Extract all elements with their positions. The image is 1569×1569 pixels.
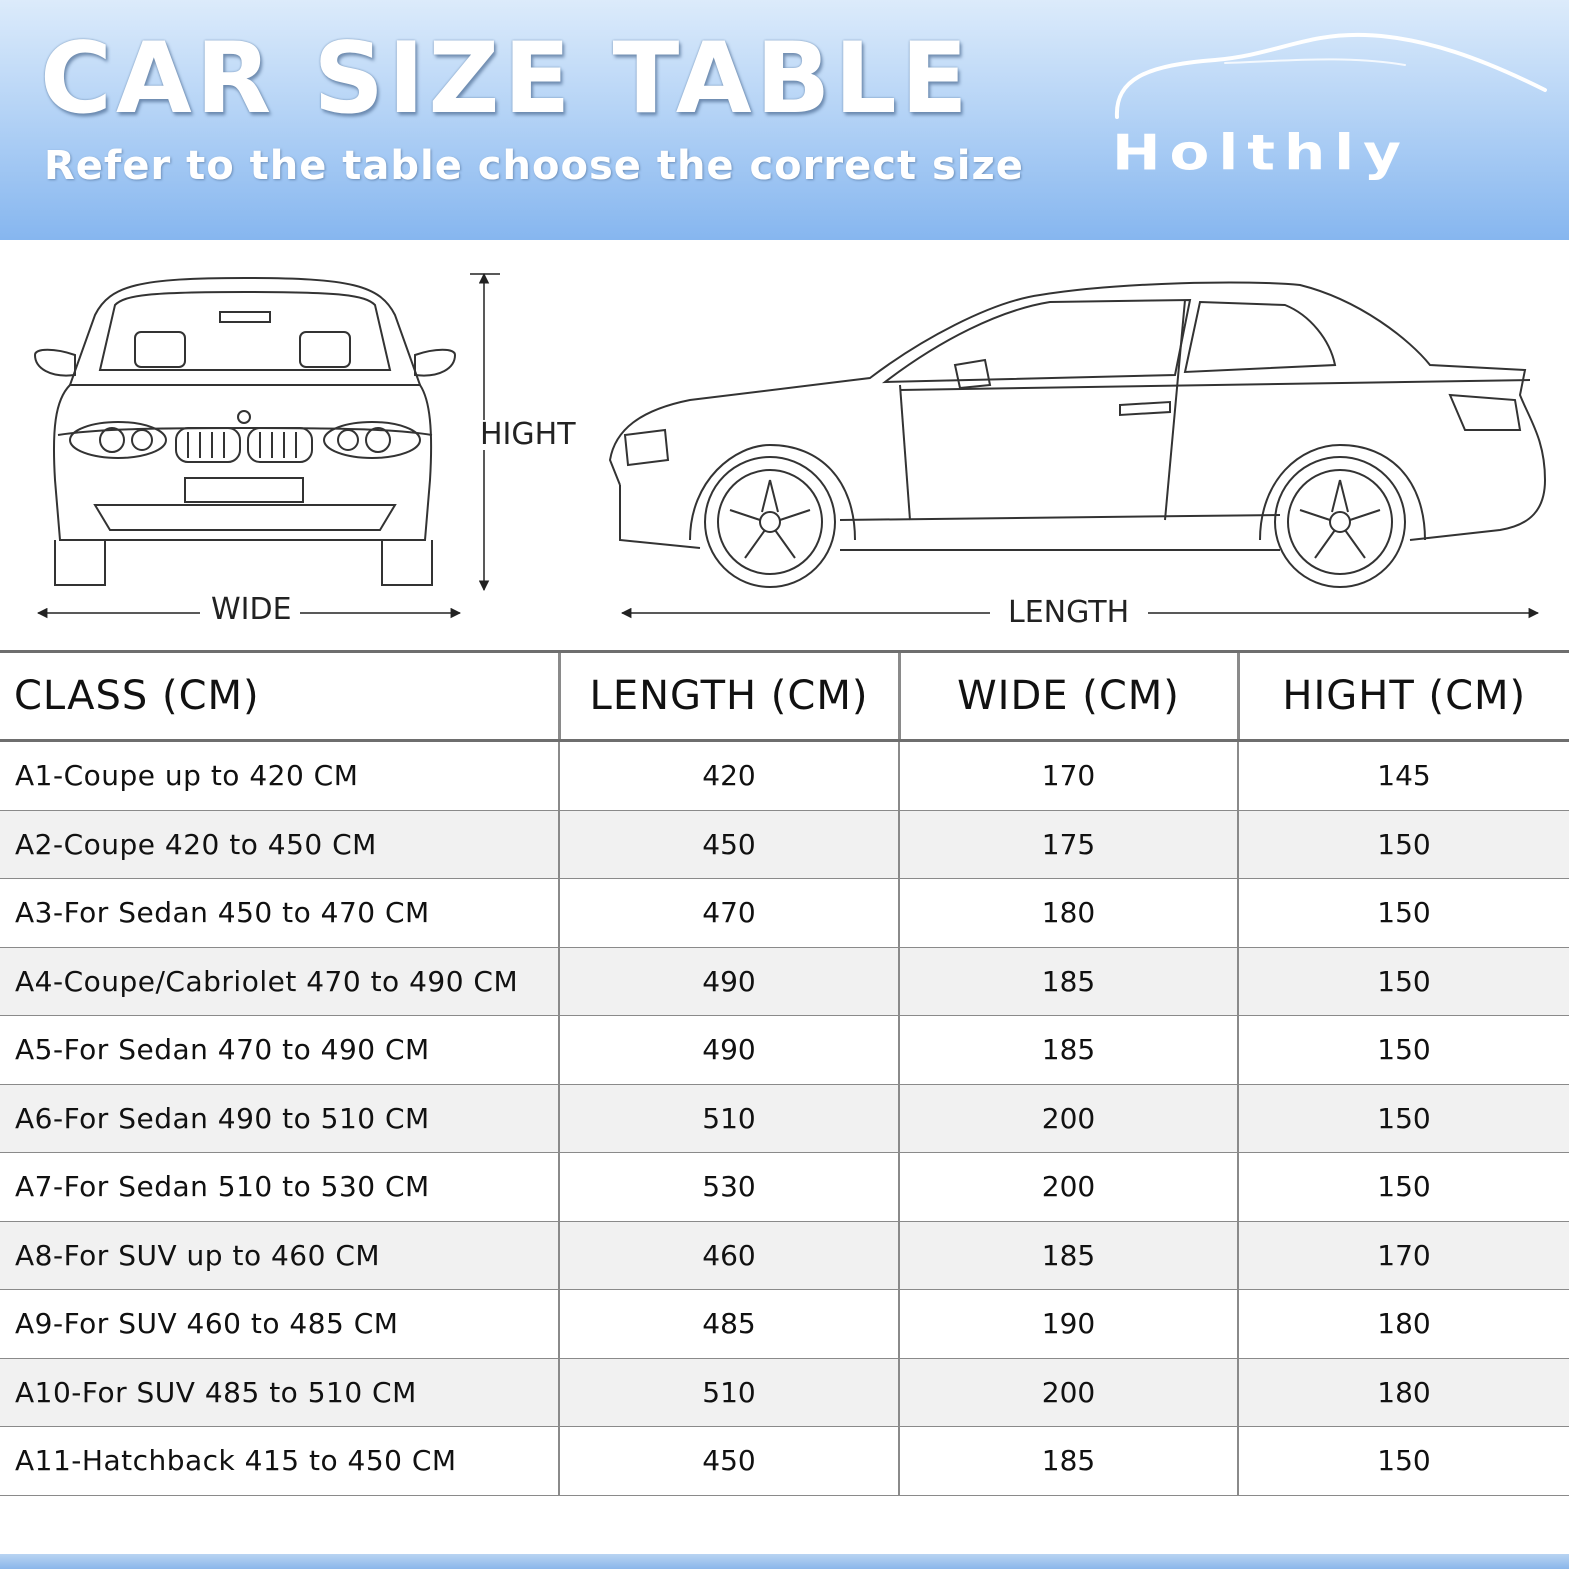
hight-cell: 180	[1238, 1290, 1569, 1359]
length-cell: 420	[559, 741, 899, 811]
column-header-wide: WIDE (CM)	[899, 652, 1238, 741]
car-outline-drawings	[0, 240, 1569, 650]
class-cell: A7-For Sedan 510 to 530 CM	[0, 1153, 559, 1222]
hight-cell: 150	[1238, 1016, 1569, 1085]
car-silhouette-logo-icon	[1105, 25, 1555, 135]
wide-cell: 190	[899, 1290, 1238, 1359]
class-cell: A3-For Sedan 450 to 470 CM	[0, 879, 559, 948]
table-row	[0, 1153, 1569, 1222]
wide-cell: 175	[899, 810, 1238, 879]
table-row	[0, 879, 1569, 948]
length-cell: 450	[559, 1427, 899, 1496]
table-row	[0, 947, 1569, 1016]
hight-cell: 150	[1238, 879, 1569, 948]
class-cell: A4-Coupe/Cabriolet 470 to 490 CM	[0, 947, 559, 1016]
table-row	[0, 1358, 1569, 1427]
header-banner	[0, 0, 1569, 240]
class-cell: A10-For SUV 485 to 510 CM	[0, 1358, 559, 1427]
car-dimension-diagram	[0, 240, 1569, 650]
table-row	[0, 1290, 1569, 1359]
wide-cell: 180	[899, 879, 1238, 948]
hight-cell: 150	[1238, 1153, 1569, 1222]
length-label: LENGTH	[1000, 598, 1137, 628]
page-subtitle: Refer to the table choose the correct size	[44, 143, 1024, 189]
length-cell: 530	[559, 1153, 899, 1222]
length-cell: 490	[559, 947, 899, 1016]
table-row	[0, 741, 1569, 811]
class-cell: A2-Coupe 420 to 450 CM	[0, 810, 559, 879]
column-header-class: CLASS (CM)	[0, 652, 559, 741]
bottom-accent-bar	[0, 1554, 1569, 1569]
wide-cell: 170	[899, 741, 1238, 811]
class-cell: A8-For SUV up to 460 CM	[0, 1221, 559, 1290]
wide-cell: 200	[899, 1358, 1238, 1427]
page-title: CAR SIZE TABLE	[40, 22, 972, 136]
hight-cell: 150	[1238, 1427, 1569, 1496]
table-row	[0, 1084, 1569, 1153]
car-side-view-icon	[610, 282, 1545, 587]
class-cell: A5-For Sedan 470 to 490 CM	[0, 1016, 559, 1085]
table-row	[0, 810, 1569, 879]
hight-cell: 150	[1238, 947, 1569, 1016]
hight-label: HIGHT	[472, 420, 584, 450]
table-row	[0, 1221, 1569, 1290]
table-row	[0, 1016, 1569, 1085]
hight-cell: 180	[1238, 1358, 1569, 1427]
table-header-row	[0, 652, 1569, 741]
wide-cell: 185	[899, 1016, 1238, 1085]
column-header-length: LENGTH (CM)	[559, 652, 899, 741]
class-cell: A11-Hatchback 415 to 450 CM	[0, 1427, 559, 1496]
size-table	[0, 650, 1569, 1496]
length-cell: 510	[559, 1358, 899, 1427]
class-cell: A6-For Sedan 490 to 510 CM	[0, 1084, 559, 1153]
length-cell: 485	[559, 1290, 899, 1359]
length-cell: 490	[559, 1016, 899, 1085]
wide-cell: 185	[899, 1427, 1238, 1496]
car-front-view-icon	[35, 278, 455, 585]
hight-cell: 145	[1238, 741, 1569, 811]
class-cell: A9-For SUV 460 to 485 CM	[0, 1290, 559, 1359]
length-cell: 460	[559, 1221, 899, 1290]
wide-cell: 200	[899, 1153, 1238, 1222]
length-cell: 450	[559, 810, 899, 879]
wide-cell: 185	[899, 1221, 1238, 1290]
wide-label: WIDE	[203, 595, 300, 625]
column-header-hight: HIGHT (CM)	[1238, 652, 1569, 741]
hight-cell: 170	[1238, 1221, 1569, 1290]
wide-cell: 185	[899, 947, 1238, 1016]
length-cell: 510	[559, 1084, 899, 1153]
table-row	[0, 1427, 1569, 1496]
hight-cell: 150	[1238, 810, 1569, 879]
length-cell: 470	[559, 879, 899, 948]
class-cell: A1-Coupe up to 420 CM	[0, 741, 559, 811]
hight-cell: 150	[1238, 1084, 1569, 1153]
wide-cell: 200	[899, 1084, 1238, 1153]
brand-logo: Holthly	[1112, 123, 1410, 182]
